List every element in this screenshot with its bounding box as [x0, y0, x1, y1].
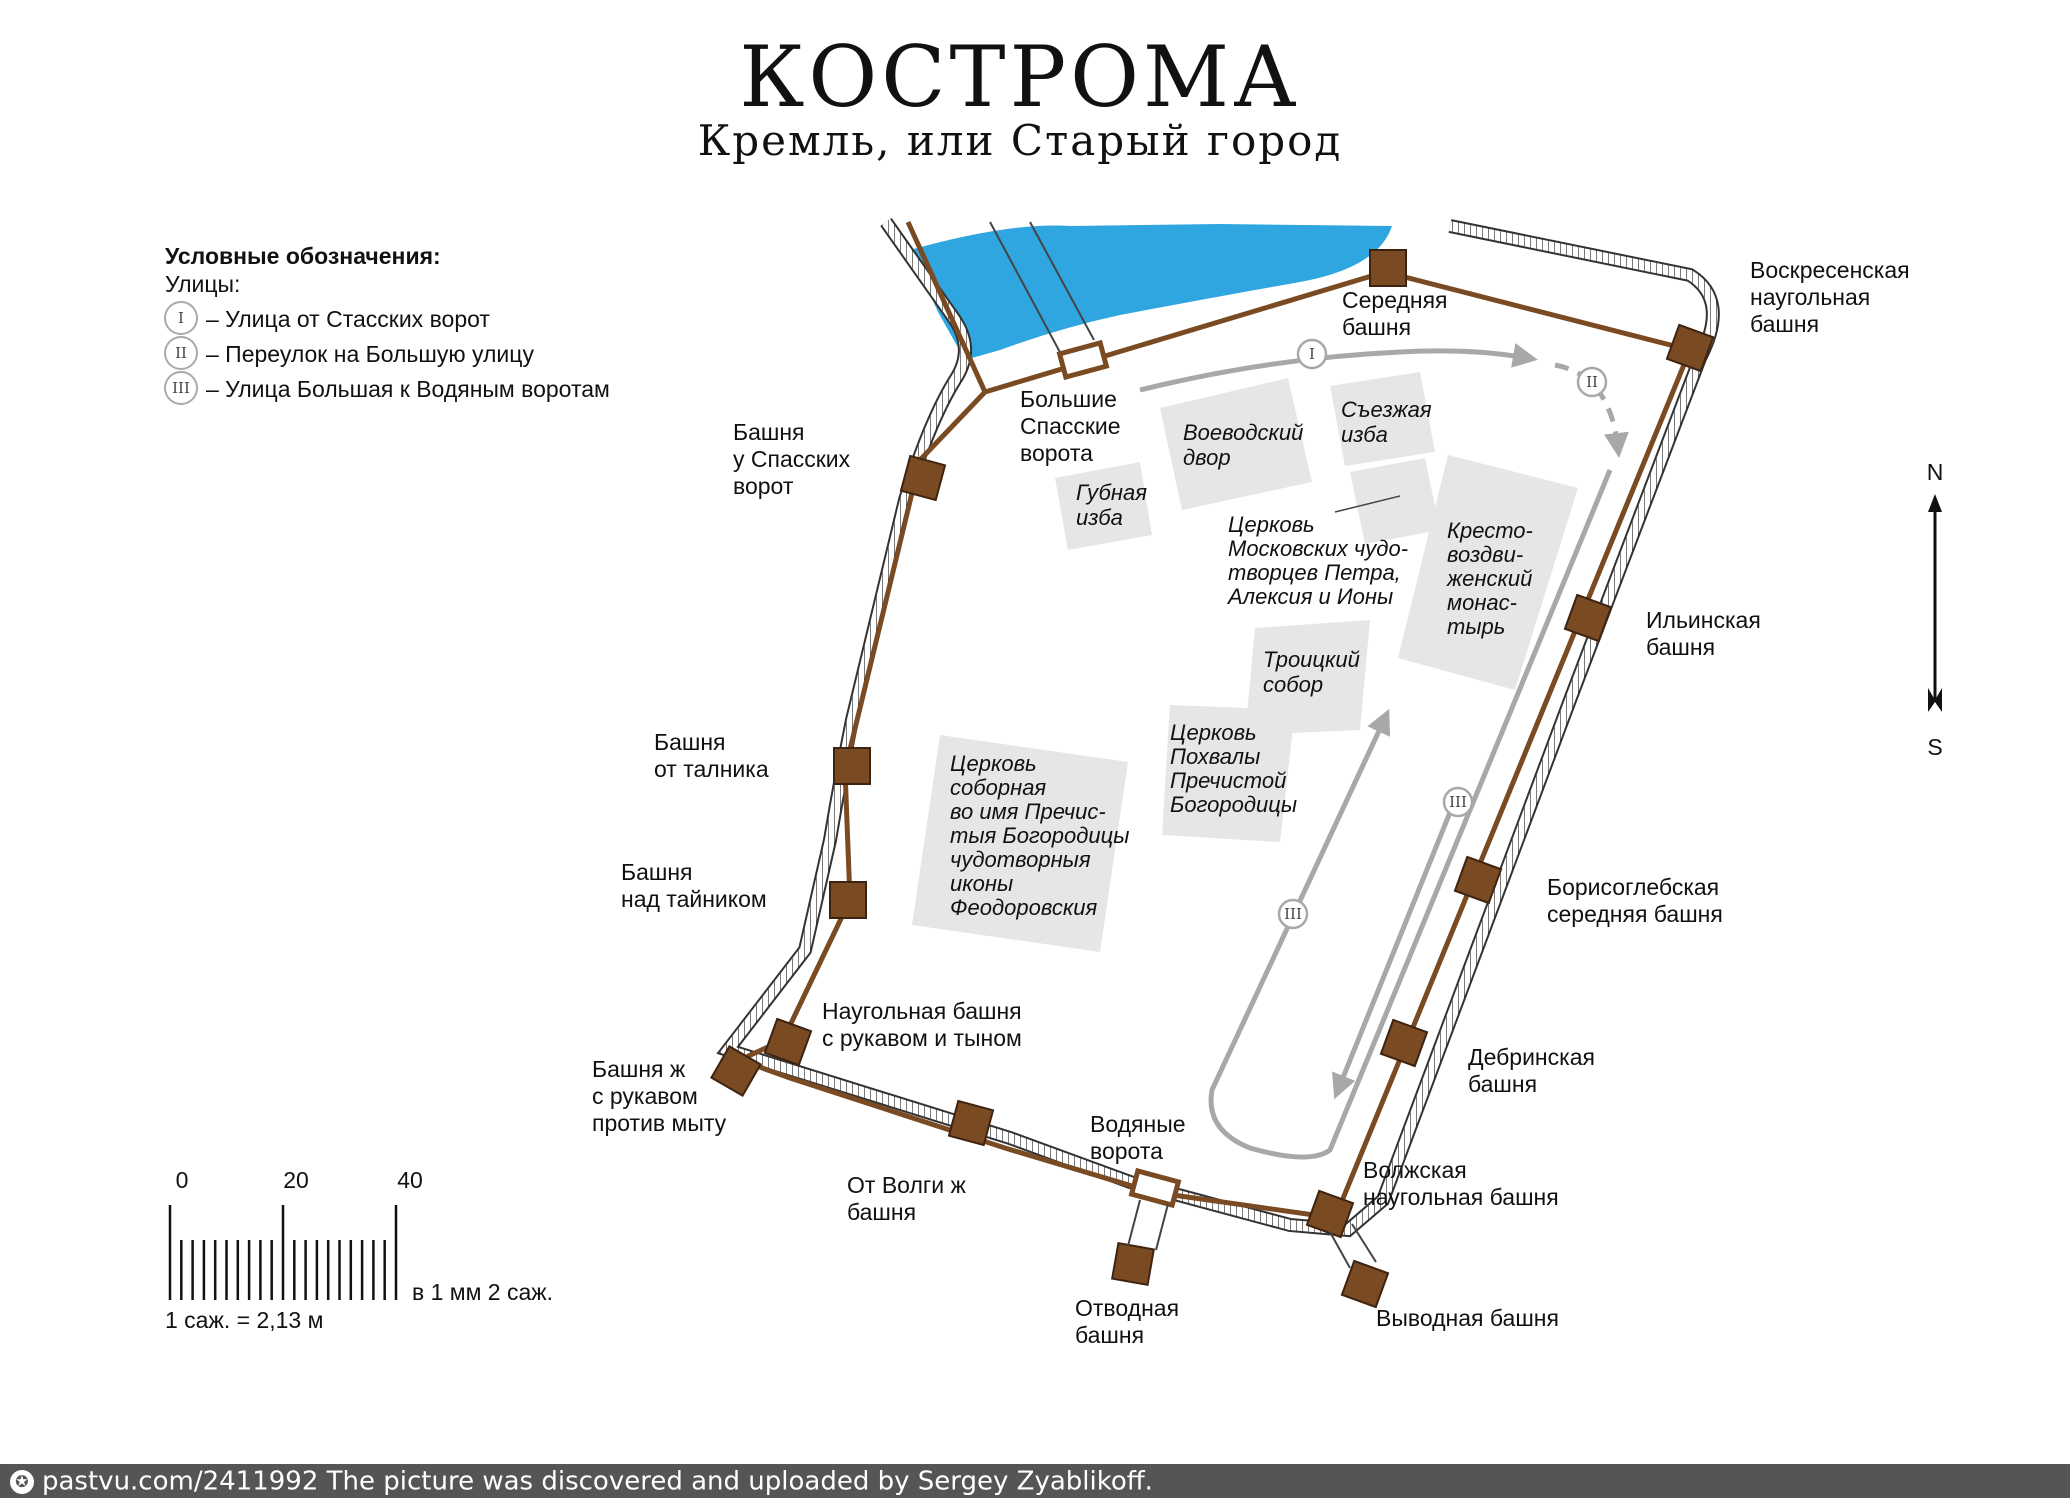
label-sobornaya: Церковь соборная во имя Пречис-тыя Богородицы чудотворныя иконы Феодоровския: [950, 751, 1130, 920]
label-ot-volgi: От Волги ж башня: [847, 1172, 966, 1225]
compass-arrow-icon: [1928, 494, 1942, 512]
street-marker-II: [1578, 368, 1606, 396]
label-volzhskaya: Волжская наугольная башня: [1363, 1157, 1559, 1210]
tower-debrinskaya: [1381, 1020, 1427, 1066]
street-marker-III-right: [1444, 788, 1472, 816]
footer-bar: [0, 1464, 2070, 1498]
svg-text:I: I: [178, 309, 184, 327]
label-ot-talnika: Башня от талника: [654, 729, 769, 782]
tower-otvodnaya: [1112, 1243, 1154, 1285]
street-I: [1140, 351, 1528, 390]
footer-text[interactable]: pastvu.com/2411992 The picture was discovered and uploaded by Sergey Zyablikoff.: [42, 1466, 1153, 1497]
pastvu-logo-icon: ✪: [10, 1470, 34, 1494]
tower-ot-talnika: [834, 748, 870, 784]
label-u-spasskih: Башня у Спасских ворот: [733, 419, 851, 499]
legend-item-III: [165, 372, 610, 404]
label-naugolnaya-rukav: Наугольная башня с рукавом и тыном: [822, 998, 1022, 1051]
svg-text:II: II: [1586, 373, 1598, 391]
tower-nad-tainikom: [830, 882, 866, 918]
street-marker-I: [1298, 340, 1326, 368]
street-marker-III-left: [1279, 900, 1307, 928]
label-sezzhaya: Съезжая изба: [1341, 397, 1432, 447]
label-pokhvaly: Церковь Похвалы Пречистой Богородицы: [1170, 720, 1298, 817]
svg-text:III: III: [172, 379, 190, 397]
svg-text:III: III: [1449, 793, 1467, 811]
label-otvodnaya: Отводная башня: [1075, 1295, 1180, 1348]
compass: [1927, 459, 1944, 760]
label-gubnaya: Губная изба: [1076, 480, 1147, 530]
label-debrinskaya: Дебринская башня: [1468, 1044, 1595, 1097]
label-serednyaya: Середняя башня: [1342, 287, 1448, 340]
label-moskovskih: Церковь Московских чудо-творцев Петра, Алексия и Ионы: [1228, 512, 1409, 609]
scale-ratio: в 1 мм 2 саж.: [412, 1279, 554, 1305]
tower-serednyaya: [1370, 250, 1406, 286]
scale-unit: 1 саж. = 2,13 м: [165, 1307, 324, 1333]
label-vyvodnaya: Выводная башня: [1376, 1305, 1559, 1331]
building-moskovskih: [1350, 458, 1440, 544]
svg-text:I: I: [1309, 345, 1315, 363]
map-title: КОСТРОМА: [739, 28, 1301, 126]
compass-north: N: [1926, 459, 1944, 485]
tower-ot-volgi: [949, 1101, 993, 1145]
label-nad-tainikom: Башня над тайником: [621, 859, 767, 912]
label-bolshie-spasskie: Большие Спасские ворота: [1020, 386, 1121, 466]
tower-u-spasskih: [901, 456, 945, 500]
legend-item-I: [165, 302, 490, 334]
svg-text:– Переулок на Большую улицу: – Переулок на Большую улицу: [206, 341, 534, 367]
legend: [165, 243, 610, 404]
scale-tick-0: 0: [175, 1167, 189, 1193]
svg-text:– Улица от Стасских ворот: – Улица от Стасских ворот: [206, 306, 490, 332]
label-ilinskaya: Ильинская башня: [1646, 607, 1761, 660]
gate-vodyanye: [1132, 1171, 1179, 1205]
label-voskresenskaya: Воскресенская наугольная башня: [1750, 257, 1910, 337]
legend-heading: Условные обозначения:: [165, 243, 441, 269]
label-krestovozdvizhensky: Кресто-воздви-женский монас-тырь: [1447, 518, 1533, 639]
scale-tick-20: 20: [283, 1167, 309, 1193]
legend-subheading: Улицы:: [165, 271, 241, 297]
svg-text:– Улица Большая к Водяным воро: – Улица Большая к Водяным воротам: [206, 376, 610, 402]
scale-tick-40: 40: [397, 1167, 423, 1193]
label-borisoglebskaya: Борисоглебская середняя башня: [1547, 874, 1723, 927]
scale-bar: [165, 1167, 553, 1333]
svg-text:II: II: [175, 344, 187, 362]
compass-south: S: [1927, 734, 1943, 760]
label-protiv-mytu: Башня ж с рукавом против мыту: [592, 1056, 727, 1136]
label-vodyanye: Водяные ворота: [1090, 1111, 1186, 1164]
svg-text:III: III: [1284, 905, 1302, 923]
gate-bolshie-spasskie: [1060, 343, 1107, 377]
legend-item-II: [165, 337, 534, 369]
label-voevodsky: Воеводский двор: [1183, 420, 1304, 470]
label-troitsky: Троицкий собор: [1263, 647, 1360, 697]
map-subtitle: Кремль, или Старый город: [697, 116, 1343, 165]
